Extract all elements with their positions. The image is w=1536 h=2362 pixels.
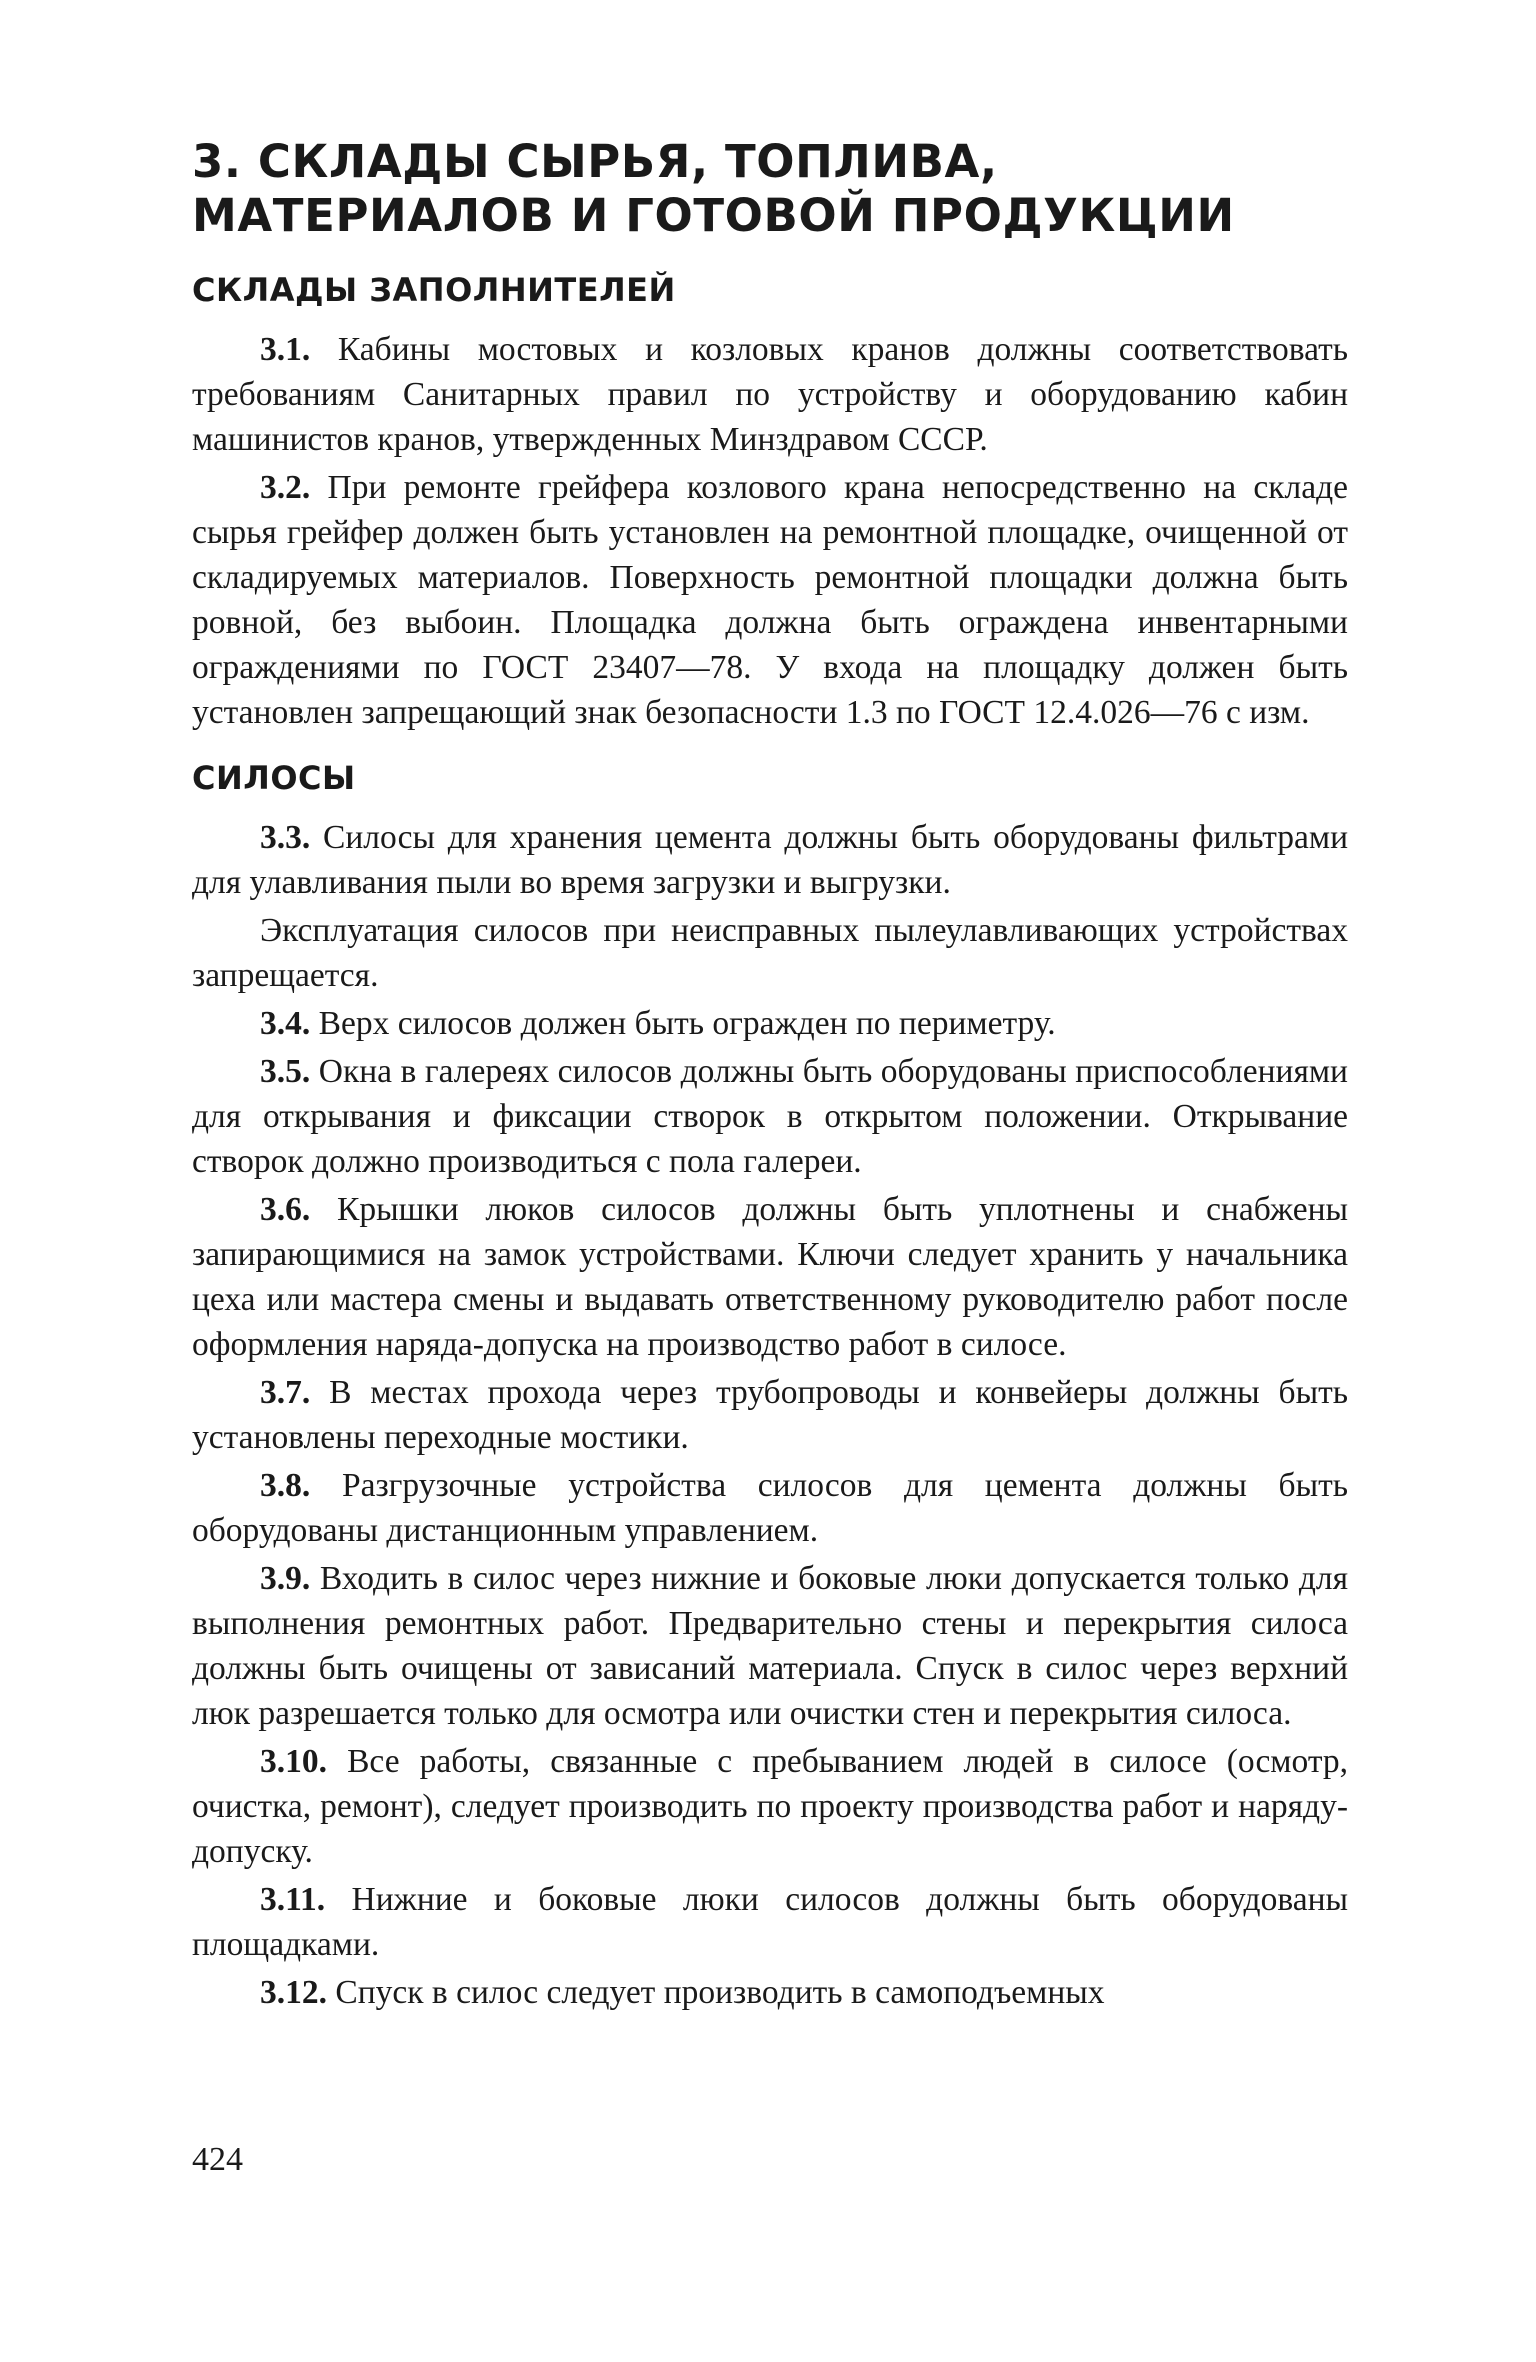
page-content: [192, 135, 1348, 2018]
paragraph-text: Все работы, связанные с пребыванием людей в силосе (осмотр, очистка, ремонт), следует производить по проекту производства работ и наряду-допуску.: [192, 1743, 1348, 1870]
paragraph-number: 3.6.: [260, 1191, 311, 1228]
chapter-title-line-1: 3. СКЛАДЫ СЫРЬЯ, ТОПЛИВА,: [192, 135, 998, 188]
paragraph-3-2: [192, 465, 1348, 735]
paragraph-text: Нижние и боковые люки силосов должны быть оборудованы площадками.: [192, 1881, 1349, 1963]
paragraph-number: 3.9.: [260, 1560, 311, 1597]
paragraph-3-3-continued: [192, 908, 1348, 998]
paragraph-number: 3.3.: [260, 819, 311, 856]
paragraph-3-10: [192, 1739, 1348, 1874]
paragraph-number: 3.8.: [260, 1467, 311, 1504]
paragraph-number: 3.10.: [260, 1743, 327, 1780]
paragraph-number: 3.2.: [260, 469, 311, 506]
paragraph-number: 3.5.: [260, 1053, 311, 1090]
section-heading-silos: СИЛОСЫ: [192, 759, 356, 797]
paragraph-3-6: [192, 1187, 1348, 1367]
chapter-title-line-2: МАТЕРИАЛОВ И ГОТОВОЙ ПРОДУКЦИИ: [192, 189, 1235, 242]
paragraph-3-9: [192, 1556, 1348, 1736]
paragraph-text: Входить в силос через нижние и боковые люки допускается только для выполнения ремонтных работ. Предварительно стены и перекрытия силоса должны быть очищены от зависаний материала. Спуск в силос через верхний люк разрешается только для осмотра или очистки стен и перекрытия силоса.: [192, 1560, 1348, 1732]
paragraph-number: 3.1.: [260, 331, 311, 368]
paragraph-3-1: [192, 327, 1348, 462]
paragraph-text: Эксплуатация силосов при неисправных пылеулавливающих устройствах запрещается.: [192, 912, 1348, 994]
paragraph-text: При ремонте грейфера козлового крана непосредственно на складе сырья грейфер должен быть установлен на ремонтной площадке, очищенной от складируемых материалов. Поверхность ремонтной площадки должна быть ровной, без выбоин. Площадка должна быть ограждена инвентарными ограждениями по ГОСТ 23407—78. У входа на площадку должен быть установлен запрещающий знак безопасности 1.3 по ГОСТ 12.4.026—76 с изм.: [192, 469, 1348, 731]
paragraph-text: Окна в галереях силосов должны быть оборудованы приспособлениями для открывания и фиксации створок в открытом положении. Открывание створок должно производиться с пола галереи.: [192, 1053, 1348, 1180]
paragraph-3-8: [192, 1463, 1348, 1553]
page-number: 424: [192, 2141, 243, 2178]
chapter-title: [192, 135, 1348, 243]
section-heading-aggregate-warehouses: СКЛАДЫ ЗАПОЛНИТЕЛЕЙ: [192, 271, 676, 309]
paragraph-number: 3.12.: [260, 1974, 327, 2011]
paragraph-3-3: [192, 815, 1348, 905]
paragraph-text: Спуск в силос следует производить в самоподъемных: [335, 1974, 1105, 2011]
paragraph-3-4: [192, 1001, 1348, 1046]
paragraph-3-7: [192, 1370, 1348, 1460]
paragraph-number: 3.7.: [260, 1374, 311, 1411]
paragraph-text: Крышки люков силосов должны быть уплотнены и снабжены запирающимися на замок устройствами. Ключи следует хранить у начальника цеха или мастера смены и выдавать ответственному руководителю работ после оформления наряда-допуска на производство работ в силосе.: [192, 1191, 1349, 1363]
paragraph-number: 3.11.: [260, 1881, 326, 1918]
paragraph-text: Кабины мостовых и козловых кранов должны соответствовать требованиям Санитарных правил по устройству и оборудованию кабин машинистов кранов, утвержденных Минздравом СССР.: [192, 331, 1348, 458]
paragraph-number: 3.4.: [260, 1005, 311, 1042]
paragraph-text: Силосы для хранения цемента должны быть оборудованы фильтрами для улавливания пыли во время загрузки и выгрузки.: [192, 819, 1348, 901]
paragraph-3-11: [192, 1877, 1348, 1967]
paragraph-text: Верх силосов должен быть огражден по периметру.: [318, 1005, 1056, 1042]
paragraph-text: В местах прохода через трубопроводы и конвейеры должны быть установлены переходные мостики.: [192, 1374, 1349, 1456]
paragraph-text: Разгрузочные устройства силосов для цемента должны быть оборудованы дистанционным управлением.: [192, 1467, 1348, 1549]
paragraph-3-5: [192, 1049, 1348, 1184]
paragraph-3-12: [192, 1970, 1348, 2015]
